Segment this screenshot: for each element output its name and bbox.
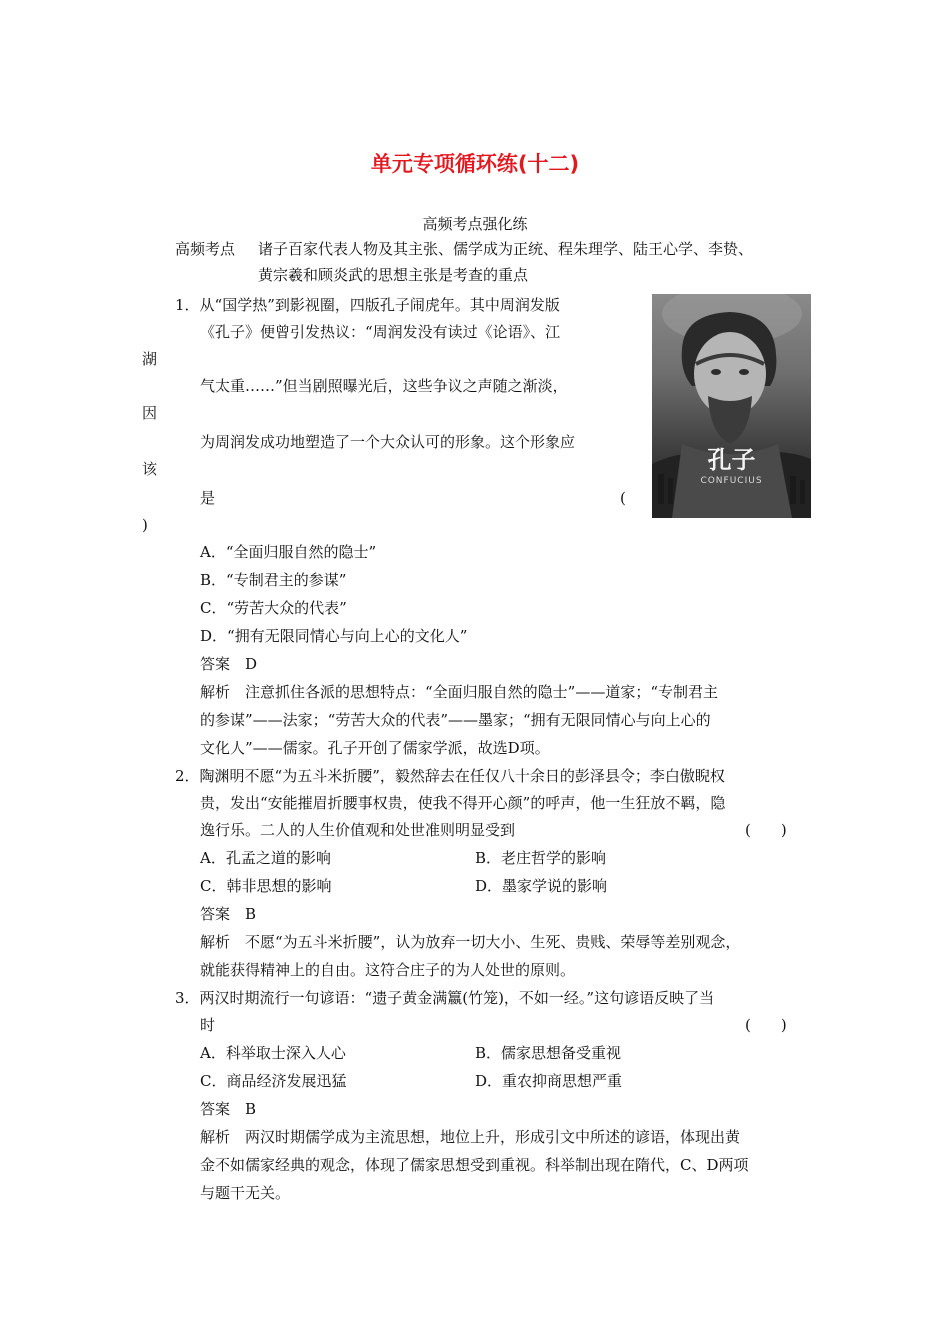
q3-answer-paren: ( ): [745, 1016, 787, 1034]
q2-line-2: 贵，发出“安能摧眉折腰事权贵，使我不得开心颜”的呼声，他一生狂放不羁，隐: [200, 794, 726, 812]
q1-line-3: 气太重……”但当剧照曝光后，这些争议之声随之渐淡，: [200, 377, 568, 395]
q3-line-2: 时: [200, 1016, 216, 1034]
section-subtitle: 高频考点强化练: [422, 215, 528, 233]
q1-option-a: A．“全面归服自然的隐士”: [200, 543, 377, 561]
q2-option-b: B．老庄哲学的影响: [475, 849, 607, 867]
q2-line-3: 逸行乐。二人的人生价值观和处世准则明显受到: [200, 821, 516, 839]
q1-analysis-1: 解析 注意抓住各派的思想特点：“全面归服自然的隐士”——道家；“专制君主: [200, 683, 719, 701]
q3-option-c: C．商品经济发展迅猛: [200, 1072, 347, 1090]
document-title: 单元专项循环练(十二): [370, 152, 580, 176]
q3-option-a: A．科举取士深入人心: [200, 1044, 346, 1062]
q1-line-1: 1．从“国学热”到影视圈，四版孔子闹虎年。其中周润发版: [175, 296, 560, 314]
focus-line-1: 诸子百家代表人物及其主张、儒学成为正统、程朱理学、陆王心学、李贽、: [258, 240, 754, 258]
poster-subtitle: CONFUCIUS: [700, 476, 763, 486]
q2-option-c: C．韩非思想的影响: [200, 877, 332, 895]
q1-float-3: 该: [142, 460, 158, 478]
q1-option-c: C．“劳苦大众的代表”: [200, 599, 347, 617]
q1-option-d: D．“拥有无限同情心与向上心的文化人”: [200, 627, 468, 645]
q1-answer: 答案 D: [200, 655, 258, 673]
q1-line-5: 是: [200, 489, 216, 507]
q1-paren-close: ): [142, 516, 148, 534]
q2-line-1: 2．陶渊明不愿“为五斗米折腰”，毅然辞去在任仅八十余日的彭泽县令；李白傲睨权: [175, 767, 725, 785]
q3-option-d: D．重农抑商思想严重: [475, 1072, 623, 1090]
focus-label: 高频考点: [175, 240, 236, 258]
q1-line-2: 《孔子》便曾引发热议：“周润发没有读过《论语》、江: [200, 323, 561, 341]
q1-float-1: 湖: [142, 350, 158, 368]
q3-analysis-3: 与题干无关。: [200, 1184, 291, 1202]
q1-option-b: B．“专制君主的参谋”: [200, 571, 347, 589]
q1-float-2: 因: [142, 404, 158, 422]
q2-answer-paren: ( ): [745, 821, 787, 839]
q3-analysis-1: 解析 两汉时期儒学成为主流思想，地位上升，形成引文中所述的谚语，体现出黄: [200, 1128, 741, 1146]
q1-analysis-3: 文化人”——儒家。孔子开创了儒家学派，故选D项。: [200, 739, 550, 757]
confucius-poster-image: [652, 294, 811, 518]
q1-paren-open: (: [620, 489, 626, 507]
q1-line-4: 为周润发成功地塑造了一个大众认可的形象。这个形象应: [200, 433, 576, 451]
focus-line-2: 黄宗羲和顾炎武的思想主张是考查的重点: [258, 266, 529, 284]
q2-answer: 答案 B: [200, 905, 257, 923]
poster-title: 孔子: [707, 446, 756, 474]
q2-option-a: A．孔孟之道的影响: [200, 849, 331, 867]
q3-analysis-2: 金不如儒家经典的观念，体现了儒家思想受到重视。科举制出现在隋代，C、D两项: [200, 1156, 749, 1174]
q2-option-d: D．墨家学说的影响: [475, 877, 608, 895]
q2-analysis-2: 就能获得精神上的自由。这符合庄子的为人处世的原则。: [200, 961, 576, 979]
q3-answer: 答案 B: [200, 1100, 257, 1118]
q3-option-b: B．儒家思想备受重视: [475, 1044, 622, 1062]
q3-line-1: 3．两汉时期流行一句谚语：“遗子黄金满籝(竹笼)，不如一经。”这句谚语反映了当: [175, 989, 715, 1007]
q1-analysis-2: 的参谋”——法家；“劳苦大众的代表”——墨家；“拥有无限同情心与向上心的: [200, 711, 711, 729]
q2-analysis-1: 解析 不愿“为五斗米折腰”，认为放弃一切大小、生死、贵贱、荣辱等差别观念，: [200, 933, 741, 951]
